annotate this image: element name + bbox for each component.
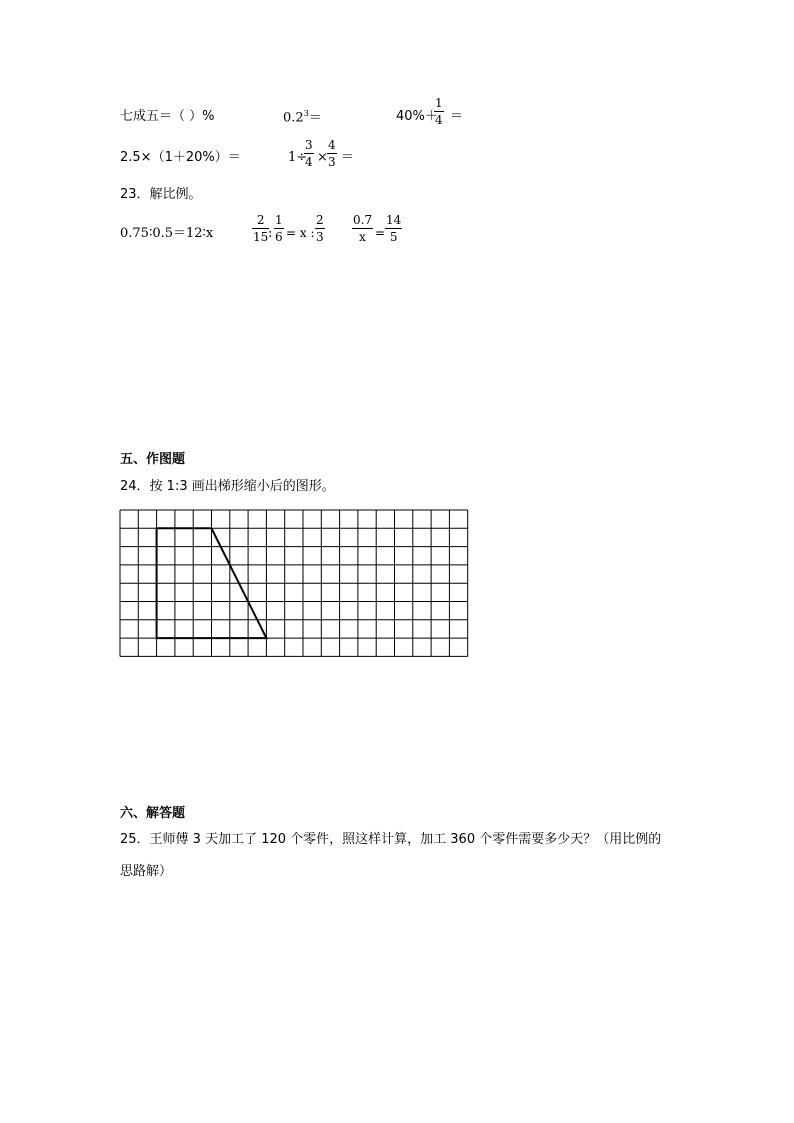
q23-eq3-fraction-b (385, 214, 402, 243)
fraction-denominator: 6 (275, 230, 283, 244)
fraction-numerator: 14 (386, 213, 402, 227)
q22-item-3-equals: ＝ (450, 109, 464, 124)
q22-item-2-base: 0.2 (283, 110, 304, 126)
q23-equation-1: 0.75∶0.5＝12∶x (120, 226, 214, 241)
fraction-numerator: 4 (328, 138, 336, 152)
fraction-denominator: 15 (253, 230, 269, 244)
q23-eq2-fraction-c (315, 214, 325, 243)
q25-text-line-2: 思路解） (120, 864, 173, 879)
q22-item-5-fraction-1 (304, 139, 314, 168)
section-6-heading: 六、解答题 (120, 806, 186, 821)
fraction-numerator: 1 (275, 213, 283, 227)
fraction-numerator: 2 (316, 213, 324, 227)
fraction-numerator: 3 (305, 138, 313, 152)
q22-item-3-prefix: 40%＋ (396, 109, 438, 124)
q23-eq2-fraction-b (274, 214, 284, 243)
q25-text-line-1: 25．王师傅 3 天加工了 120 个零件，照这样计算，加工 360 个零件需要多少天？（用比例的 (120, 832, 662, 847)
q23-eq2-middle: = x : (286, 226, 315, 240)
q22-item-2 (283, 110, 322, 124)
q23-eq3-equals: = (375, 226, 386, 240)
fraction-denominator: x (352, 228, 373, 243)
fraction-denominator: 4 (435, 113, 443, 127)
q22-item-5-times: × (317, 150, 328, 165)
q23-eq2-fraction-a (252, 214, 269, 243)
fraction-denominator: 3 (328, 155, 336, 169)
q22-item-2-equals: ＝ (308, 110, 322, 126)
q22-item-5-equals: ＝ (341, 150, 355, 165)
fraction-denominator: 5 (385, 228, 402, 243)
fraction-numerator: 2 (256, 213, 265, 227)
q23-title: 23．解比例。 (120, 187, 202, 202)
q23-eq3-fraction-a (352, 214, 373, 243)
q22-item-2-exponent: 3 (303, 109, 309, 118)
fraction-numerator: 1 (435, 96, 443, 110)
fraction-numerator: 0.7 (353, 213, 373, 227)
q22-item-1: 七成五＝（ ）% (120, 109, 215, 124)
q22-item-5-fraction-2 (327, 139, 337, 168)
q24-text: 24．按 1:3 画出梯形缩小后的图形。 (120, 479, 335, 494)
section-5-heading: 五、作图题 (120, 452, 186, 467)
q23-eq2-colon: : (268, 226, 273, 241)
drawing-grid (119, 509, 474, 661)
q22-item-5-prefix: 1÷ (288, 150, 308, 165)
fraction-denominator: 4 (305, 155, 313, 169)
q22-item-4: 2.5×（1＋20%）＝ (120, 150, 241, 165)
q22-item-3-fraction (434, 97, 444, 126)
grid-lines (120, 510, 468, 656)
fraction-denominator: 3 (316, 230, 324, 244)
